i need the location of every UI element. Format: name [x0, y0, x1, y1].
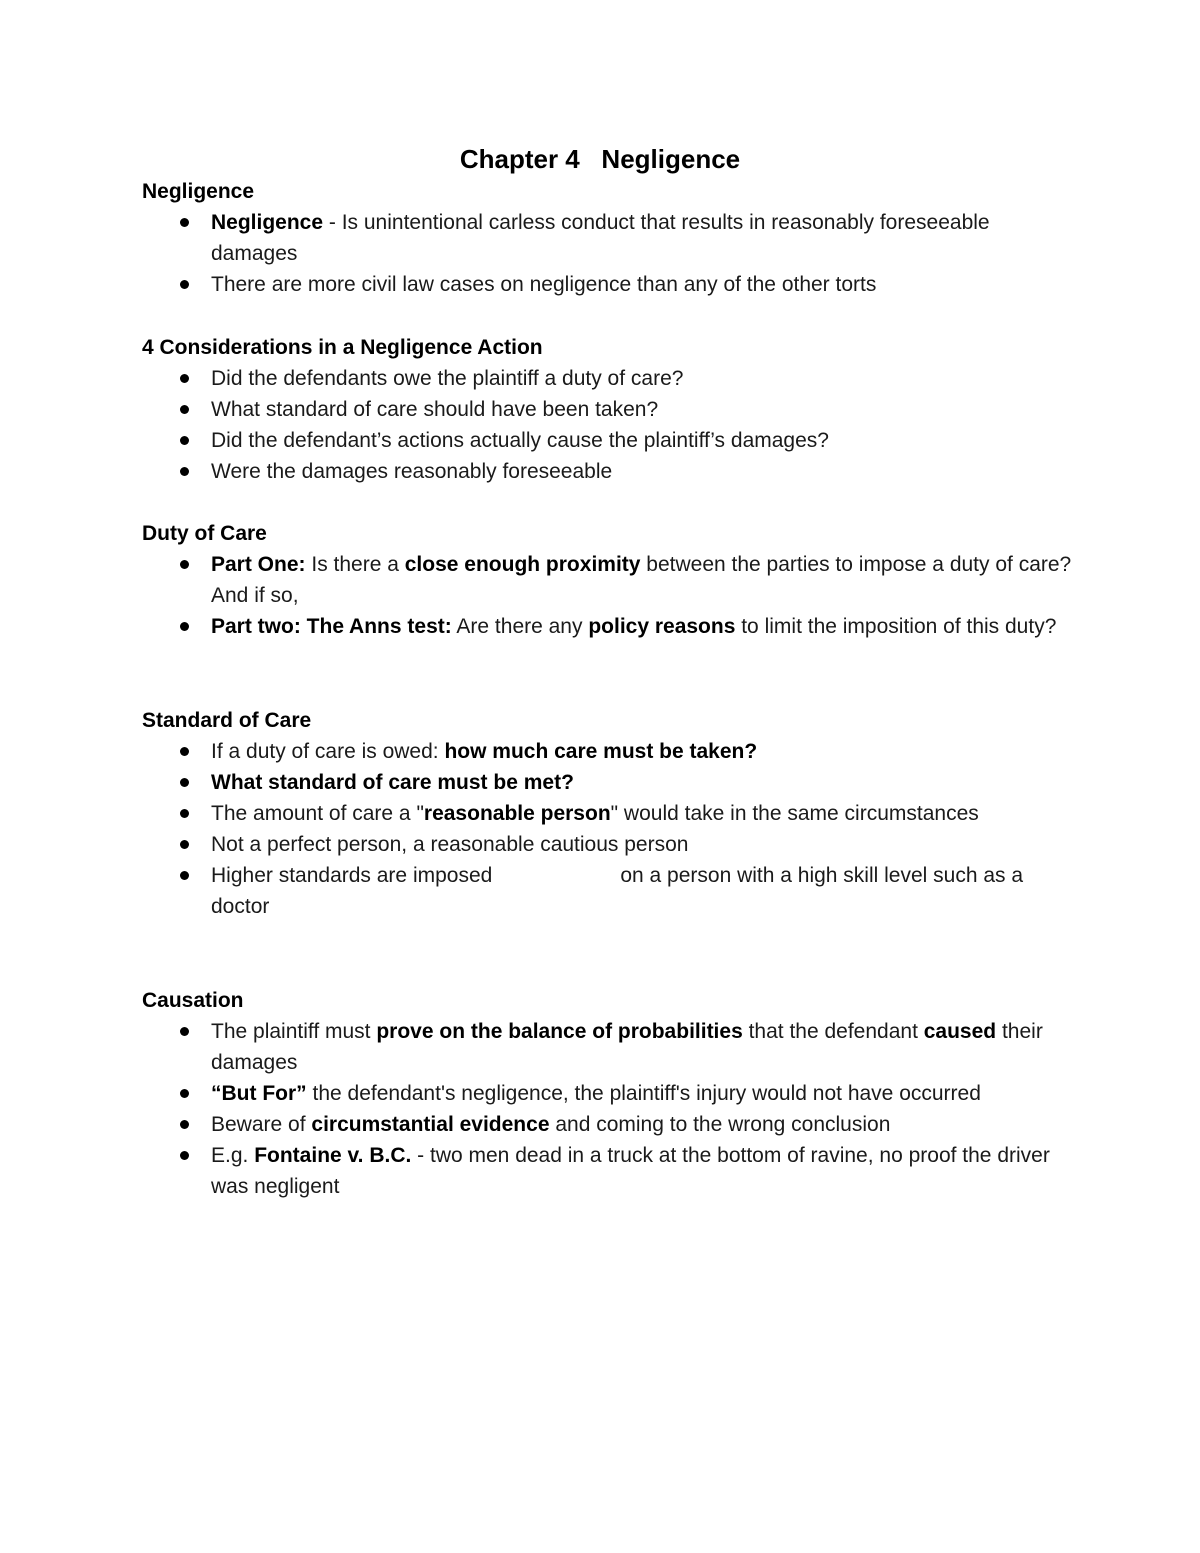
bold-text: Fontaine v. B.C. [254, 1144, 412, 1167]
list-item [142, 394, 1072, 425]
bullet-icon [180, 622, 189, 631]
bullet-icon [180, 871, 189, 880]
text-run: - two men dead in a truck at the bottom of ravine, no proof the driver was negligent [211, 1144, 1050, 1198]
list-item [142, 269, 1072, 300]
bullet-list [142, 1016, 1072, 1202]
text-run: on a person with a high skill level such as a doctor [211, 864, 1024, 918]
list-item [142, 363, 1072, 394]
bullet-icon [180, 280, 189, 289]
bullet-icon [180, 560, 189, 569]
text-run: Higher standards are imposed [211, 864, 493, 887]
section-heading: Standard of Care [142, 709, 312, 732]
text-run: Beware of [211, 1113, 312, 1136]
bullet-icon [180, 809, 189, 818]
text-run: that the defendant [742, 1020, 924, 1043]
list-item [142, 1109, 1072, 1140]
section-heading: 4 Considerations in a Negligence Action [142, 336, 543, 359]
bullet-icon [180, 1027, 189, 1036]
bullet-list [142, 549, 1072, 642]
bold-text: Part two: The Anns test: [211, 615, 452, 638]
section-causation [142, 985, 1072, 1202]
text-run: The plaintiff must [211, 1020, 377, 1043]
bold-text: Part One: [211, 553, 306, 576]
bullet-list [142, 363, 1072, 487]
text-run: - Is unintentional carless conduct that results in reasonably foreseeable damages [211, 211, 990, 265]
list-item [142, 736, 1072, 767]
text-run: Did the defendants owe the plaintiff a duty of care? [211, 367, 684, 390]
list-item [142, 456, 1072, 487]
text-run: E.g. [211, 1144, 255, 1167]
text-run: Were the damages reasonably foreseeable [211, 460, 613, 483]
bullet-list [142, 736, 1072, 922]
list-item [142, 611, 1072, 642]
section-heading: Negligence [142, 180, 255, 203]
bold-text: caused [923, 1020, 997, 1043]
list-item [142, 207, 1072, 269]
bold-text: close enough proximity [404, 553, 641, 576]
list-item [142, 1140, 1072, 1202]
text-run: Are there any [451, 615, 589, 638]
text-run: between the parties to impose a duty of care? And if so, [211, 553, 1072, 607]
list-item [142, 1078, 1072, 1109]
text-run: There are more civil law cases on negligence than any of the other torts [211, 273, 877, 296]
text-run: What standard of care should have been taken? [211, 398, 659, 421]
bold-text: “But For” [211, 1082, 307, 1105]
bullet-icon [180, 840, 189, 849]
text-run: their damages [211, 1020, 1043, 1074]
text-run: If a duty of care is owed: [211, 740, 445, 763]
page-title: Chapter 4 Negligence [459, 144, 741, 174]
text-run: and coming to the wrong conclusion [549, 1113, 891, 1136]
bold-text: What standard of care must be met? [211, 771, 574, 794]
text-run: Did the defendant’s actions actually cause the plaintiff’s damages? [211, 429, 829, 452]
bullet-icon [180, 374, 189, 383]
list-item [142, 829, 1072, 860]
text-run: " would take in the same circumstances [610, 802, 979, 825]
section-considerations [142, 332, 1072, 487]
text-run: the defendant's negligence, the plaintiff's injury would not have occurred [306, 1082, 981, 1105]
section-duty-of-care [142, 518, 1072, 642]
bullet-icon [180, 218, 189, 227]
bullet-icon [180, 1151, 189, 1160]
bullet-icon [180, 405, 189, 414]
bold-text: how much care must be taken? [444, 740, 758, 763]
list-item [142, 798, 1072, 829]
list-item [142, 549, 1072, 611]
bold-text: prove on the balance of probabilities [376, 1020, 743, 1043]
text-run: The amount of care a " [211, 802, 424, 825]
list-item [142, 860, 1072, 922]
section-standard-of-care [142, 705, 1072, 922]
bullet-list [142, 207, 1072, 300]
list-item [142, 425, 1072, 456]
bullet-icon [180, 436, 189, 445]
bullet-icon [180, 747, 189, 756]
bullet-icon [180, 1089, 189, 1098]
text-run: Is there a [305, 553, 405, 576]
list-item [142, 1016, 1072, 1078]
section-negligence [142, 176, 1072, 300]
bold-text: circumstantial evidence [311, 1113, 550, 1136]
bullet-icon [180, 778, 189, 787]
bold-text: Negligence [211, 211, 324, 234]
bold-text: reasonable person [423, 802, 611, 825]
section-heading: Duty of Care [142, 522, 267, 545]
list-item [142, 767, 1072, 798]
text-run: to limit the imposition of this duty? [735, 615, 1057, 638]
bullet-icon [180, 1120, 189, 1129]
text-run: Not a perfect person, a reasonable cautious person [211, 833, 689, 856]
bold-text: policy reasons [588, 615, 736, 638]
bullet-icon [180, 467, 189, 476]
section-heading: Causation [142, 989, 244, 1012]
